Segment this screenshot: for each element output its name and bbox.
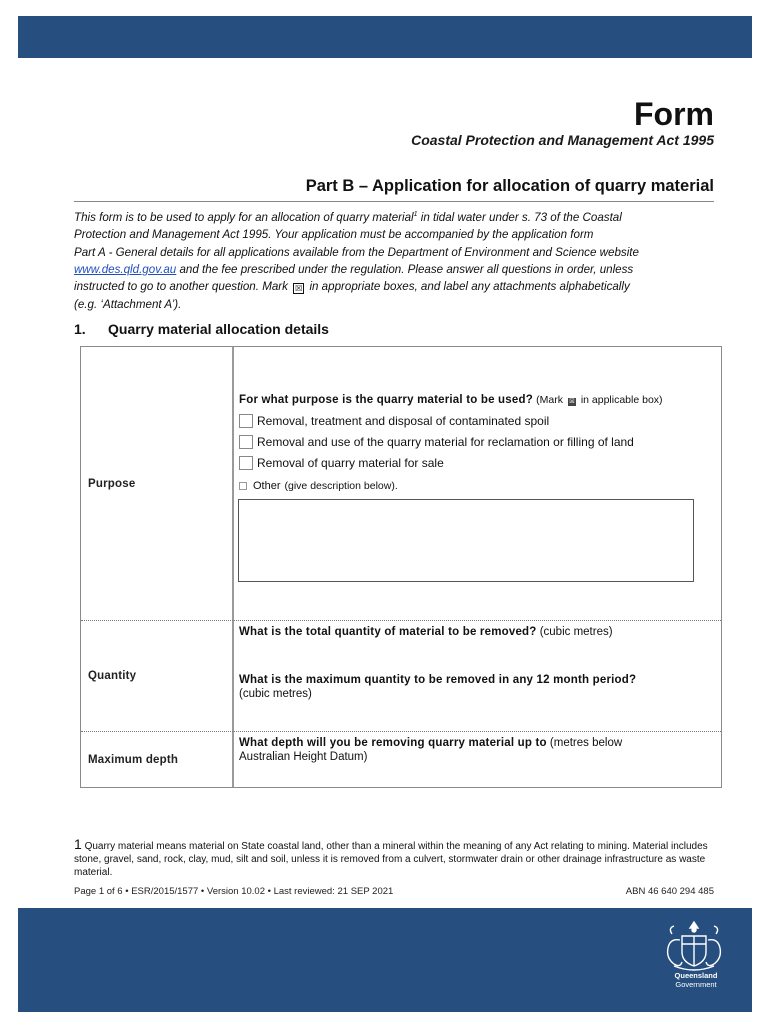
checked-box-icon: ☒ [295,284,303,294]
act-title: Coastal Protection and Management Act 1995 [411,132,714,148]
intro-text: This form is to be used to apply for an allocation of quarry material [74,210,414,224]
option-reclamation[interactable] [239,435,634,449]
intro-line-1 [74,206,724,226]
part-divider [74,201,714,202]
footnote [74,838,714,879]
question-text: What is the total quantity of material to be removed? [239,626,537,638]
intro-line-4 [74,261,724,278]
column-divider [232,347,234,787]
intro-line-2: Protection and Management Act 1995. Your application must be accompanied by the application form [74,228,594,242]
question-unit: (cubic metres) [539,626,613,638]
total-quantity-question [239,625,613,639]
question-unit: Australian Height Datum) [239,751,368,763]
depth-question [239,736,622,764]
wordmark-line: Queensland [674,971,718,980]
option-for-sale[interactable] [239,456,444,470]
allocation-details-table [80,346,722,788]
row-separator [81,731,721,732]
option-contaminated-spoil[interactable] [239,414,549,428]
option-label: Removal of quarry material for sale [257,456,444,470]
abn: ABN 46 640 294 485 [625,886,714,897]
top-banner [18,16,752,58]
intro-line-5 [74,278,724,295]
form-title: Form [634,96,714,132]
purpose-hint [536,394,662,406]
intro-text: instructed to go to another question. Mark [74,280,288,294]
des-website-link[interactable]: www.des.qld.gov.au [74,263,177,277]
question-text: What is the maximum quantity to be removed in any 12 month period? [239,674,637,686]
section-heading [74,321,329,337]
depth-label: Maximum depth [88,754,179,766]
government-wordmark [660,971,732,989]
footnote-ref[interactable]: 1 [413,211,418,218]
purpose-question-text: For what purpose is the quarry material to be used? [239,394,533,406]
row-separator [81,620,721,621]
option-other[interactable] [239,480,398,492]
footnote-text: Quarry material means material on State coastal land, other than a mineral within the meaning of any Act relating to mining. Material includes stone, gravel, sand, rock, clay, mud, silt and soil, unless it is removed from a culvert, stormwater drain or other drainage infrastructure as waste material. [74,841,708,878]
hint-text: (Mark [536,394,563,406]
question-unit: (cubic metres) [239,688,312,700]
intro-text: in appropriate boxes, and label any attachments alphabetically [309,280,630,294]
max-quantity-question [239,673,636,701]
page-info: Page 1 of 6 • ESR/2015/1577 • Version 10.02 • Last reviewed: 21 SEP 2021 [74,886,394,897]
other-description-field[interactable] [238,499,694,582]
option-label: Removal and use of the quarry material for reclamation or filling of land [257,435,634,449]
checked-box-icon: ☒ [569,399,575,405]
part-title: Part B – Application for allocation of quarry material [305,177,714,195]
hint-text: in applicable box) [580,394,663,406]
section-number: 1. [74,321,86,337]
question-text: What depth will you be removing quarry material up to [239,737,547,749]
intro-line-3: Part A - General details for all applications available from the Department of Environment and Science website [74,245,639,259]
checkbox[interactable] [239,414,253,428]
footnote-number: 1 [74,836,82,852]
checkbox[interactable] [239,435,253,449]
checkbox[interactable] [239,456,253,470]
purpose-question [239,393,663,407]
section-title: Quarry material allocation details [108,321,329,337]
intro-line-6: (e.g. ‘Attachment A’). [74,297,182,311]
option-label: Other [253,480,281,492]
intro-text: in tidal water under s. 73 of the Coastal [417,210,622,224]
quantity-label: Quantity [88,670,137,682]
option-hint: (give description below). [284,480,398,492]
option-label: Removal, treatment and disposal of contaminated spoil [257,414,550,428]
wordmark-line: Government [675,980,717,989]
intro-paragraph [74,206,724,313]
purpose-label: Purpose [88,478,136,490]
question-unit: (metres below [549,737,623,749]
bottom-banner [18,908,752,1012]
intro-text: and the fee prescribed under the regulation. Please answer all questions in order, unless [176,263,634,277]
checkbox[interactable] [239,482,247,490]
